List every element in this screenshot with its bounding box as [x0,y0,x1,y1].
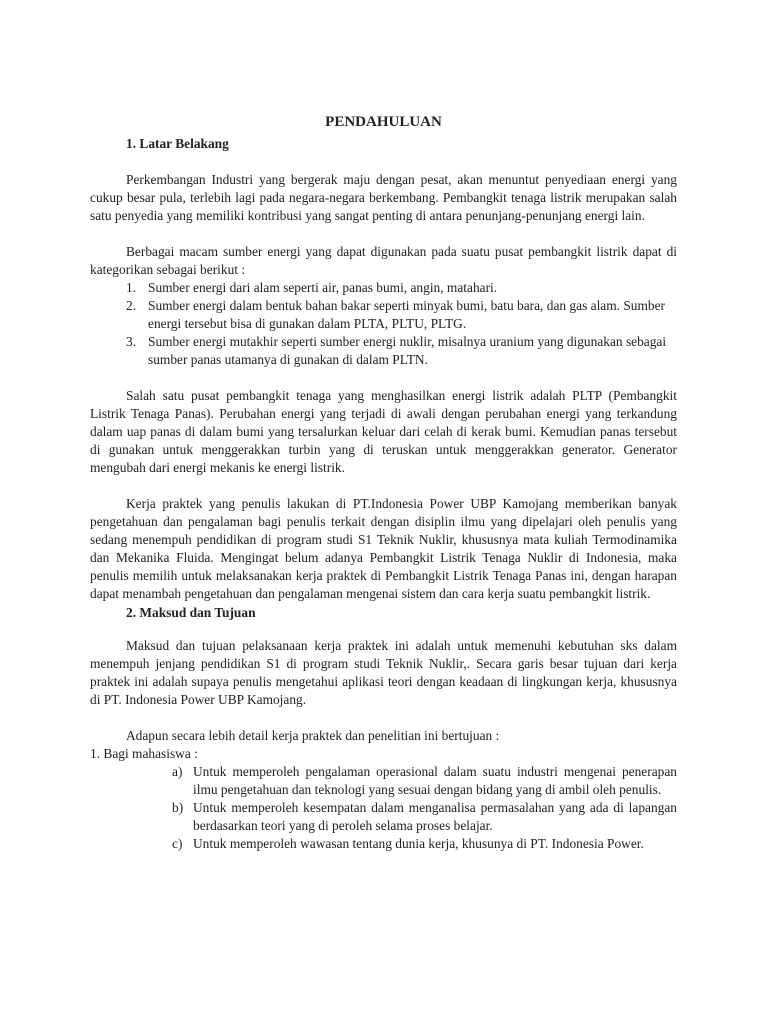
list-item-text: Untuk memperoleh wawasan tentang dunia kerja, khusunya di PT. Indonesia Power. [193,836,644,851]
list-item [90,763,677,799]
paragraph-pltp: Salah satu pusat pembangkit tenaga yang menghasilkan energi listrik adalah PLTP (Pembangkit Listrik Tenaga Panas). Perubahan energi yang terjadi di awali dengan perubahan energi yang terkandung dalam uap panas di dalam bumi yang tersalurkan keluar dari celah di kerak bumi. Kemudian panas tersebut di gunakan untuk menggerakkan turbin yang di teruskan untuk menggerakkan generator. Generator mengubah dari energi mekanis ke energi listrik. [90,388,677,475]
list-item [90,297,677,333]
list-item-text: Sumber energi dari alam seperti air, panas bumi, angin, matahari. [148,280,498,295]
list-item-letter: b) [172,800,184,815]
list-item-letter: a) [172,764,183,779]
document-body [90,112,677,853]
goals-list [90,763,677,853]
goals-group-label: 1. Bagi mahasiswa : [90,746,198,761]
paragraph-maksud: Maksud dan tujuan pelaksanaan kerja praktek ini adalah untuk memenuhi kebutuhan sks dalam menempuh jenjang pendidikan S1 di program studi Teknik Nuklir,. Secara garis besar tujuan dari kerja praktek ini adalah supaya penulis mengetahui aplikasi teori dengan keadaan di lingkungan kerja, khususnya di PT. Indonesia Power UBP Kamojang. [90,638,677,707]
spacer [90,623,677,637]
spacer [90,477,677,495]
paragraph-tujuan-intro: Adapun secara lebih detail kerja praktek dan penelitian ini bertujuan : [126,728,500,743]
spacer [90,154,677,171]
list-item-text: Untuk memperoleh kesempatan dalam menganalisa permasalahan yang ada di lapangan berdasarkan teori yang di peroleh selama proses belajar. [193,800,677,833]
spacer [90,709,677,727]
list-item-number: 2. [126,298,137,313]
list-item [90,799,677,835]
paragraph-sumber-energi-intro: Berbagai macam sumber energi yang dapat digunakan pada suatu pusat pembangkit listrik dapat di kategorikan sebagai berikut : [90,244,677,277]
list-item [90,835,677,853]
list-item [90,333,677,369]
spacer [90,225,677,243]
list-item-text: Untuk memperoleh pengalaman operasional dalam suatu industri mengenai penerapan ilmu pengetahuan dan teknologi yang sesuai dengan bidang yang di ambil oleh penulis. [193,764,677,797]
document-title: PENDAHULUAN [325,114,442,130]
list-item-number: 3. [126,334,137,349]
energy-source-list [90,279,677,369]
list-item-letter: c) [172,836,183,851]
list-item-text: Sumber energi dalam bentuk bahan bakar seperti minyak bumi, batu bara, dan gas alam. Sumber energi tersebut bisa di gunakan dalam PLTA, PLTU, PLTG. [148,298,665,331]
paragraph-industri: Perkembangan Industri yang bergerak maju dengan pesat, akan menuntut penyediaan energi yang cukup besar pula, terlebih lagi pada negara-negara berkembang. Pembangkit tenaga listrik merupakan salah satu penyedia yang memiliki kontribusi yang sangat penting di antara penunjang-penunjang energi lain. [90,172,677,223]
section-heading-latar-belakang: 1. Latar Belakang [126,136,229,151]
list-item-number: 1. [126,280,137,295]
spacer [90,369,677,387]
paragraph-kerja-praktek: Kerja praktek yang penulis lakukan di PT.Indonesia Power UBP Kamojang memberikan banyak pengetahuan dan pengalaman bagi penulis terkait dengan disiplin ilmu yang dipelajari oleh penulis yang sedang menempuh pendidikan di program studi S1 Teknik Nuklir, khususnya mata kuliah Termodinamika dan Mekanika Fluida. Mengingat belum adanya Pembangkit Listrik Tenaga Nuklir di Indonesia, maka penulis memilih untuk melaksanakan kerja praktek di Pembangkit Listrik Tenaga Panas ini, dengan harapan dapat menambah pengetahuan dan pengalaman mengenai sistem dan cara kerja suatu pembangkit listrik. [90,496,677,601]
list-item [90,279,677,297]
list-item-text: Sumber energi mutakhir seperti sumber energi nuklir, misalnya uranium yang digunakan sebagai sumber panas utamanya di gunakan di dalam PLTN. [148,334,667,367]
section-heading-maksud-tujuan: 2. Maksud dan Tujuan [126,605,256,620]
